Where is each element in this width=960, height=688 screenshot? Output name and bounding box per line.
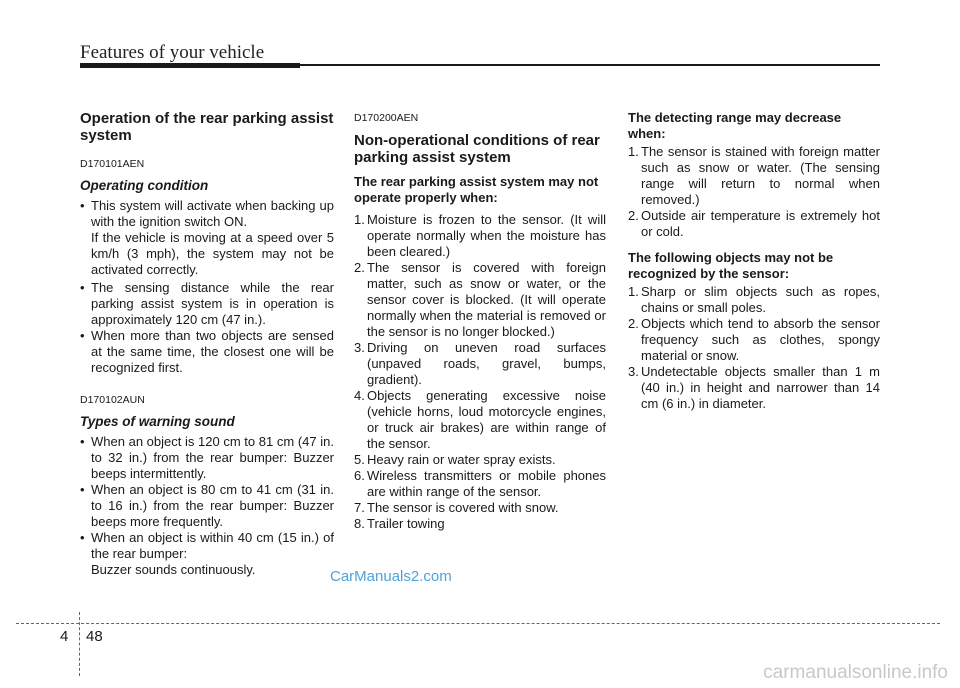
header-rule: [80, 64, 880, 66]
list-item-number: 1.: [628, 144, 639, 159]
reference-code: D170200AEN: [354, 112, 419, 124]
list-item-number: 1.: [354, 212, 365, 227]
bullet-item: • When an object is within 40 cm (15 in.) of the rear bumper:: [80, 530, 334, 562]
list-intro: The rear parking assist system may not operate properly when:: [354, 174, 599, 205]
bullet-item: • The sensing distance while the rear parking assist system is in operation is approximately 120 cm (47 in.).: [80, 280, 334, 328]
list-item-number: 6.: [354, 468, 365, 483]
list-item-number: 4.: [354, 388, 365, 403]
list-item: [628, 364, 880, 412]
list-item-number: 1.: [628, 284, 639, 299]
reference-code: D170102AUN: [80, 394, 145, 406]
column-right: [628, 104, 880, 412]
list-item-text: Trailer towing: [367, 516, 445, 531]
numbered-list: [628, 144, 880, 240]
page-number: 48: [86, 628, 103, 645]
list-item: [354, 468, 606, 500]
list-item-text: Objects which tend to absorb the sensor frequency such as clothes, spongy material or snow.: [641, 316, 880, 363]
list-item: [354, 452, 606, 468]
list-item-text: Outside air temperature is extremely hot or cold.: [641, 208, 880, 239]
list-intro: The following objects may not be recognized by the sensor:: [628, 250, 834, 281]
reference-code: D170101AEN: [80, 158, 145, 170]
bullet-item: • When an object is 80 cm to 41 cm (31 in. to 16 in.) from the rear bumper: Buzzer beeps more frequently.: [80, 482, 334, 530]
subheading-operating-condition: Operating condition: [80, 178, 209, 193]
numbered-list: [628, 284, 880, 412]
list-item-number: 2.: [628, 316, 639, 331]
list-item: [354, 500, 606, 516]
section-title-operation: Operation of the rear parking assist system: [80, 110, 334, 144]
list-item: [354, 260, 606, 340]
list-item: [628, 316, 880, 364]
subheading-warning-sound: Types of warning sound: [80, 414, 235, 429]
list-item-number: 2.: [628, 208, 639, 223]
site-watermark: carmanualsonline.info: [763, 662, 948, 683]
list-item-text: Wireless transmitters or mobile phones are within range of the sensor.: [367, 468, 606, 499]
footer-divider: [16, 623, 940, 624]
list-item-number: 2.: [354, 260, 365, 275]
footer-vertical-divider: [79, 612, 80, 676]
numbered-list: [354, 212, 606, 532]
list-item: [354, 212, 606, 260]
bullet-item: • When more than two objects are sensed at the same time, the closest one will be recognized first.: [80, 328, 334, 376]
list-item-number: 3.: [628, 364, 639, 379]
list-intro: The detecting range may decrease when:: [628, 110, 842, 141]
list-item: [354, 388, 606, 452]
section-title-non-operational: Non-operational conditions of rear parking assist system: [354, 132, 600, 166]
list-item-text: Heavy rain or water spray exists.: [367, 452, 556, 467]
column-left: [80, 104, 334, 580]
list-item-number: 8.: [354, 516, 365, 531]
chapter-number: 4: [60, 628, 69, 645]
list-item: [354, 340, 606, 388]
list-item: [354, 516, 606, 532]
list-item: [628, 208, 880, 240]
list-item-text: Sharp or slim objects such as ropes, chains or small poles.: [641, 284, 880, 315]
list-item-text: Objects generating excessive noise (vehicle horns, loud motorcycle engines, or truck air brakes) are within range of the sensor.: [367, 388, 606, 451]
section-header-title: Features of your vehicle: [80, 42, 265, 63]
bullet-item: • When an object is 120 cm to 81 cm (47 in. to 32 in.) from the rear bumper: Buzzer beeps intermittently.: [80, 434, 334, 482]
list-item-number: 5.: [354, 452, 365, 467]
bullet-note: If the vehicle is moving at a speed over 5 km/h (3 mph), the system may not be activated correctly.: [91, 230, 334, 277]
list-item: [628, 144, 880, 208]
list-item-text: The sensor is covered with foreign matter, such as snow or water, or the sensor cover is blocked. (It will operate normally when the material is removed or the sensor is no longer blocked.): [367, 260, 606, 339]
bullet-note: Buzzer sounds continuously.: [91, 562, 256, 577]
list-item-text: The sensor is stained with foreign matter such as snow or water. (The sensing range will return to normal when removed.): [641, 144, 880, 207]
column-middle: [354, 104, 606, 532]
list-item: [628, 284, 880, 316]
watermark-text: CarManuals2.com: [330, 568, 452, 585]
list-item-number: 7.: [354, 500, 365, 515]
list-item-text: The sensor is covered with snow.: [367, 500, 559, 515]
list-item-number: 3.: [354, 340, 365, 355]
list-item-text: Driving on uneven road surfaces (unpaved roads, gravel, bumps, gradient).: [367, 340, 606, 387]
list-item-text: Undetectable objects smaller than 1 m (40 in.) in height and narrower than 14 cm (6 in.) in diameter.: [641, 364, 880, 411]
bullet-item: • This system will activate when backing up with the ignition switch ON.: [80, 198, 334, 230]
list-item-text: Moisture is frozen to the sensor. (It will operate normally when the moisture has been cleared.): [367, 212, 606, 259]
